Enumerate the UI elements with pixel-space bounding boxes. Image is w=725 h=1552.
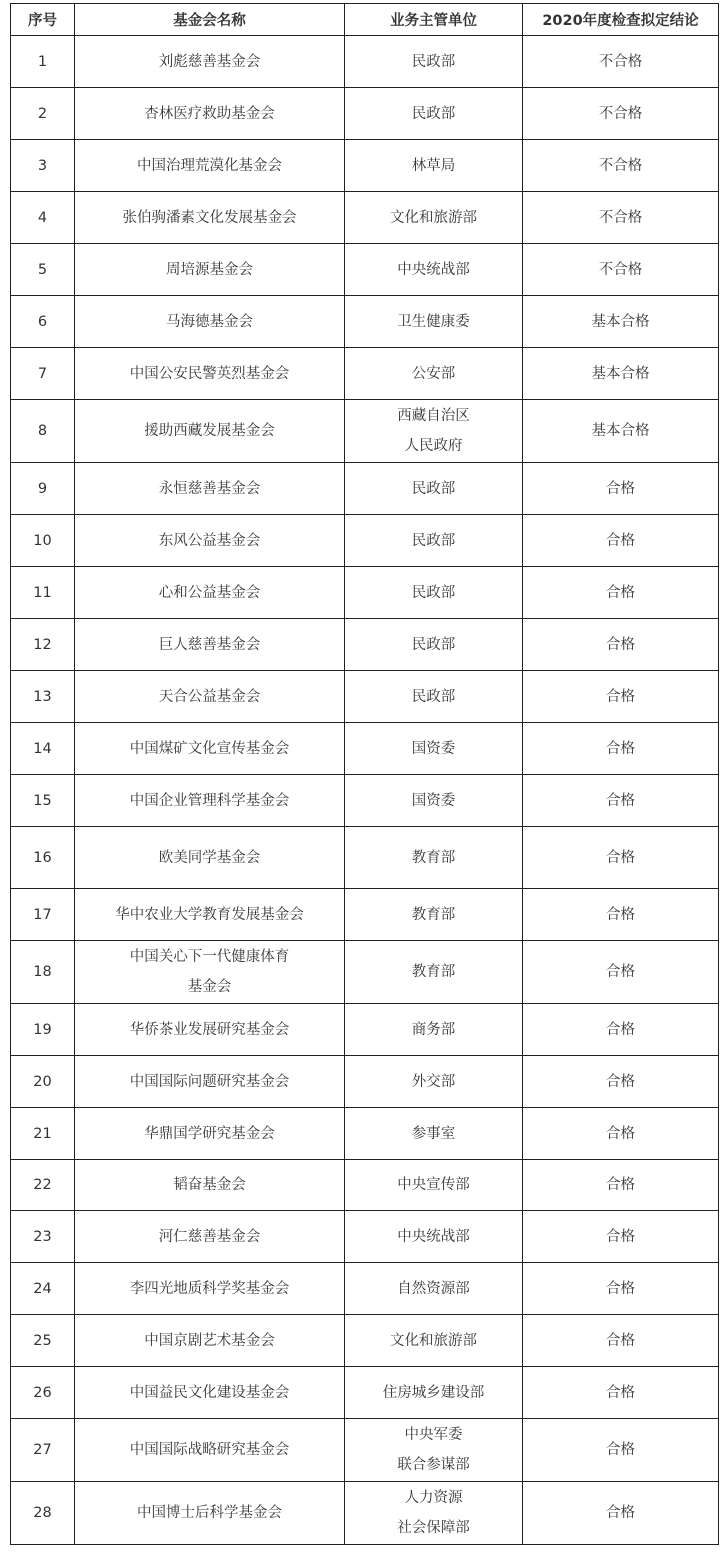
row-index: 7 xyxy=(11,348,75,400)
supervising-unit: 自然资源部 xyxy=(397,1280,470,1297)
supervising-unit-cell xyxy=(345,1056,523,1108)
table-row xyxy=(11,1004,719,1056)
supervising-unit: 民政部 xyxy=(411,584,456,601)
foundation-name-cell xyxy=(75,775,345,827)
row-index: 14 xyxy=(11,723,75,775)
conclusion: 合格 xyxy=(523,1367,719,1419)
supervising-unit-cell xyxy=(345,889,523,941)
supervising-unit-cell xyxy=(345,296,523,348)
row-index: 20 xyxy=(11,1056,75,1108)
supervising-unit-cell xyxy=(345,775,523,827)
supervising-unit: 西藏自治区 xyxy=(397,408,470,424)
conclusion: 合格 xyxy=(523,775,719,827)
supervising-unit: 教育部 xyxy=(411,906,456,923)
foundation-name: 周培源基金会 xyxy=(166,261,253,278)
header-conclusion: 2020年度检查拟定结论 xyxy=(523,4,719,36)
supervising-unit: 国资委 xyxy=(411,740,456,757)
supervising-unit-cell xyxy=(345,1211,523,1263)
supervising-unit-cell xyxy=(345,1315,523,1367)
supervising-unit-cell xyxy=(345,348,523,400)
conclusion: 合格 xyxy=(523,1211,719,1263)
supervising-unit: 中央宣传部 xyxy=(397,1177,470,1193)
row-index: 15 xyxy=(11,775,75,827)
foundation-name-cell xyxy=(75,1211,345,1263)
conclusion: 合格 xyxy=(523,671,719,723)
table-row xyxy=(11,400,719,463)
foundation-name-cell xyxy=(75,36,345,88)
foundation-name: 刘彪慈善基金会 xyxy=(158,53,261,70)
supervising-unit: 中央军委 xyxy=(404,1427,463,1443)
row-index: 10 xyxy=(11,515,75,567)
foundation-name: 华侨茶业发展研究基金会 xyxy=(129,1021,290,1038)
row-index: 12 xyxy=(11,619,75,671)
foundation-name: 中国关心下一代健康体育 xyxy=(129,949,290,965)
foundation-name: 中国国际战略研究基金会 xyxy=(129,1442,290,1458)
conclusion: 合格 xyxy=(523,515,719,567)
supervising-unit: 公安部 xyxy=(411,365,456,382)
row-index: 11 xyxy=(11,567,75,619)
conclusion: 基本合格 xyxy=(523,296,719,348)
supervising-unit: 外交部 xyxy=(411,1073,456,1090)
row-index: 25 xyxy=(11,1315,75,1367)
conclusion: 合格 xyxy=(523,1263,719,1315)
row-index: 19 xyxy=(11,1004,75,1056)
supervising-unit: 林草局 xyxy=(411,157,456,174)
supervising-unit: 教育部 xyxy=(411,964,456,980)
foundation-name: 援助西藏发展基金会 xyxy=(144,423,275,439)
row-index: 17 xyxy=(11,889,75,941)
supervising-unit: 民政部 xyxy=(411,688,456,705)
supervising-unit: 卫生健康委 xyxy=(397,313,470,330)
supervising-unit: 中央统战部 xyxy=(397,261,470,278)
foundation-name: 巨人慈善基金会 xyxy=(158,636,261,653)
supervising-unit-cell xyxy=(345,1482,523,1545)
foundation-name-cell xyxy=(75,1160,345,1211)
foundation-name-cell xyxy=(75,1108,345,1160)
conclusion: 合格 xyxy=(523,463,719,515)
foundation-name-cell xyxy=(75,1263,345,1315)
conclusion: 合格 xyxy=(523,1482,719,1545)
conclusion: 不合格 xyxy=(523,140,719,192)
foundation-name-cell xyxy=(75,1482,345,1545)
conclusion: 合格 xyxy=(523,723,719,775)
conclusion: 合格 xyxy=(523,1419,719,1482)
foundation-name-cell xyxy=(75,463,345,515)
row-index: 4 xyxy=(11,192,75,244)
table-row xyxy=(11,1056,719,1108)
foundation-name-cell xyxy=(75,723,345,775)
supervising-unit: 民政部 xyxy=(411,105,456,122)
conclusion: 合格 xyxy=(523,1160,719,1211)
table-row xyxy=(11,1419,719,1482)
foundation-name: 天合公益基金会 xyxy=(158,688,261,705)
foundation-name: 华鼎国学研究基金会 xyxy=(144,1125,275,1142)
supervising-unit: 住房城乡建设部 xyxy=(382,1384,485,1401)
conclusion: 合格 xyxy=(523,1108,719,1160)
supervising-unit: 民政部 xyxy=(411,532,456,549)
foundation-name: 河仁慈善基金会 xyxy=(158,1228,261,1245)
foundation-name-cell xyxy=(75,827,345,889)
supervising-unit: 民政部 xyxy=(411,480,456,497)
supervising-unit: 社会保障部 xyxy=(397,1520,470,1536)
table-body xyxy=(11,36,719,1545)
supervising-unit: 人力资源 xyxy=(404,1490,463,1506)
table-row xyxy=(11,1211,719,1263)
supervising-unit-cell xyxy=(345,463,523,515)
supervising-unit-cell xyxy=(345,192,523,244)
supervising-unit-cell xyxy=(345,140,523,192)
conclusion: 合格 xyxy=(523,827,719,889)
table-row xyxy=(11,827,719,889)
table-row xyxy=(11,1108,719,1160)
foundation-name: 中国公安民警英烈基金会 xyxy=(129,365,290,382)
table-row xyxy=(11,619,719,671)
table-row xyxy=(11,1160,719,1211)
conclusion: 不合格 xyxy=(523,244,719,296)
row-index: 8 xyxy=(11,400,75,463)
conclusion: 不合格 xyxy=(523,88,719,140)
foundation-inspection-table xyxy=(10,3,719,1545)
foundation-name: 心和公益基金会 xyxy=(158,584,261,601)
foundation-name: 中国益民文化建设基金会 xyxy=(129,1384,290,1401)
supervising-unit-cell xyxy=(345,567,523,619)
foundation-name: 中国京剧艺术基金会 xyxy=(144,1332,275,1349)
foundation-name: 永恒慈善基金会 xyxy=(158,480,261,497)
supervising-unit: 参事室 xyxy=(411,1125,456,1142)
row-index: 1 xyxy=(11,36,75,88)
supervising-unit: 中央统战部 xyxy=(397,1228,470,1245)
foundation-name-cell xyxy=(75,1004,345,1056)
conclusion: 合格 xyxy=(523,567,719,619)
supervising-unit-cell xyxy=(345,941,523,1004)
table-row xyxy=(11,889,719,941)
conclusion: 合格 xyxy=(523,889,719,941)
supervising-unit-cell xyxy=(345,515,523,567)
foundation-name: 中国国际问题研究基金会 xyxy=(129,1073,290,1090)
row-index: 16 xyxy=(11,827,75,889)
foundation-name: 中国治理荒漠化基金会 xyxy=(137,157,282,174)
table-row xyxy=(11,244,719,296)
table-row xyxy=(11,1315,719,1367)
header-index: 序号 xyxy=(11,4,75,36)
header-foundation-name: 基金会名称 xyxy=(75,4,345,36)
row-index: 27 xyxy=(11,1419,75,1482)
supervising-unit-cell xyxy=(345,244,523,296)
conclusion: 不合格 xyxy=(523,36,719,88)
supervising-unit-cell xyxy=(345,1263,523,1315)
foundation-name-cell xyxy=(75,400,345,463)
row-index: 23 xyxy=(11,1211,75,1263)
supervising-unit-cell xyxy=(345,400,523,463)
foundation-name-cell xyxy=(75,1056,345,1108)
table-row xyxy=(11,1482,719,1545)
row-index: 24 xyxy=(11,1263,75,1315)
foundation-name-cell xyxy=(75,296,345,348)
foundation-name-cell xyxy=(75,1315,345,1367)
supervising-unit-cell xyxy=(345,1367,523,1419)
conclusion: 基本合格 xyxy=(523,400,719,463)
header-row xyxy=(11,4,719,36)
foundation-name: 中国企业管理科学基金会 xyxy=(129,792,290,809)
table-row xyxy=(11,941,719,1004)
row-index: 21 xyxy=(11,1108,75,1160)
foundation-name-cell xyxy=(75,140,345,192)
table-row xyxy=(11,515,719,567)
supervising-unit-cell xyxy=(345,1004,523,1056)
table-row xyxy=(11,296,719,348)
table-row xyxy=(11,88,719,140)
foundation-name-cell xyxy=(75,515,345,567)
foundation-name: 东风公益基金会 xyxy=(158,532,261,549)
table-row xyxy=(11,463,719,515)
foundation-name: 马海德基金会 xyxy=(166,313,253,330)
table-row xyxy=(11,723,719,775)
row-index: 3 xyxy=(11,140,75,192)
foundation-name-cell xyxy=(75,567,345,619)
row-index: 22 xyxy=(11,1160,75,1211)
conclusion: 合格 xyxy=(523,1056,719,1108)
supervising-unit-cell xyxy=(345,1160,523,1211)
supervising-unit-cell xyxy=(345,1419,523,1482)
foundation-name-cell xyxy=(75,671,345,723)
foundation-name-cell xyxy=(75,941,345,1004)
supervising-unit-cell xyxy=(345,1108,523,1160)
row-index: 28 xyxy=(11,1482,75,1545)
table-row xyxy=(11,775,719,827)
foundation-name-cell xyxy=(75,192,345,244)
conclusion: 合格 xyxy=(523,619,719,671)
foundation-name: 基金会 xyxy=(187,979,232,995)
foundation-name-cell xyxy=(75,1367,345,1419)
supervising-unit-cell xyxy=(345,723,523,775)
foundation-name: 杏林医疗救助基金会 xyxy=(144,105,275,122)
table-row xyxy=(11,1263,719,1315)
supervising-unit: 文化和旅游部 xyxy=(390,1332,477,1349)
foundation-name: 欧美同学基金会 xyxy=(158,849,261,866)
conclusion: 合格 xyxy=(523,1315,719,1367)
supervising-unit-cell xyxy=(345,827,523,889)
supervising-unit: 教育部 xyxy=(411,849,456,866)
conclusion: 合格 xyxy=(523,941,719,1004)
table-row xyxy=(11,192,719,244)
table-row xyxy=(11,1367,719,1419)
header-supervising-unit: 业务主管单位 xyxy=(345,4,523,36)
supervising-unit-cell xyxy=(345,88,523,140)
row-index: 6 xyxy=(11,296,75,348)
supervising-unit: 人民政府 xyxy=(404,438,463,454)
table-row xyxy=(11,348,719,400)
row-index: 13 xyxy=(11,671,75,723)
conclusion: 基本合格 xyxy=(523,348,719,400)
foundation-name: 张伯驹潘素文化发展基金会 xyxy=(122,209,297,226)
foundation-name: 中国煤矿文化宣传基金会 xyxy=(129,740,290,757)
conclusion: 不合格 xyxy=(523,192,719,244)
table-row xyxy=(11,36,719,88)
row-index: 18 xyxy=(11,941,75,1004)
supervising-unit-cell xyxy=(345,619,523,671)
row-index: 26 xyxy=(11,1367,75,1419)
table-row xyxy=(11,140,719,192)
foundation-name: 韬奋基金会 xyxy=(173,1177,246,1193)
foundation-name-cell xyxy=(75,619,345,671)
row-index: 9 xyxy=(11,463,75,515)
supervising-unit: 联合参谋部 xyxy=(397,1457,470,1473)
supervising-unit: 文化和旅游部 xyxy=(390,209,477,226)
supervising-unit-cell xyxy=(345,671,523,723)
supervising-unit: 国资委 xyxy=(411,792,456,809)
supervising-unit: 民政部 xyxy=(411,636,456,653)
supervising-unit: 民政部 xyxy=(411,53,456,70)
row-index: 5 xyxy=(11,244,75,296)
foundation-name: 华中农业大学教育发展基金会 xyxy=(115,906,304,923)
supervising-unit: 商务部 xyxy=(411,1021,456,1038)
conclusion: 合格 xyxy=(523,1004,719,1056)
foundation-name-cell xyxy=(75,348,345,400)
table-row xyxy=(11,671,719,723)
table-row xyxy=(11,567,719,619)
foundation-name: 中国博士后科学基金会 xyxy=(137,1505,282,1521)
foundation-name: 李四光地质科学奖基金会 xyxy=(129,1280,290,1297)
foundation-name-cell xyxy=(75,244,345,296)
foundation-name-cell xyxy=(75,88,345,140)
foundation-name-cell xyxy=(75,889,345,941)
row-index: 2 xyxy=(11,88,75,140)
foundation-name-cell xyxy=(75,1419,345,1482)
supervising-unit-cell xyxy=(345,36,523,88)
